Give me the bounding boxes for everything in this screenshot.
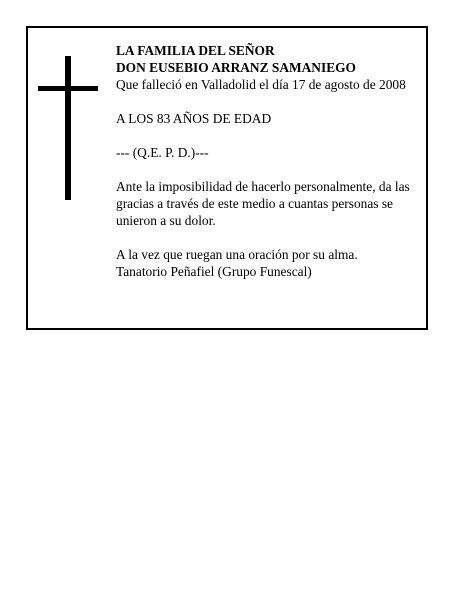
age-line: A LOS 83 AÑOS DE EDAD	[116, 111, 272, 126]
funeral-home-line: Tanatorio Peñafiel (Grupo Funescal)	[116, 264, 312, 279]
death-date-line: Que falleció en Valladolid el día 17 de agosto de 2008	[116, 77, 406, 92]
thanks-paragraph: Ante la imposibilidad de hacerlo personalmente, da las gracias a través de este medio a cuantas personas se unieron a su dolor.	[116, 179, 410, 228]
rip-line: --- (Q.E. P. D.)---	[116, 145, 209, 160]
cross-vertical-bar	[65, 56, 71, 200]
cross-icon	[38, 56, 98, 200]
obituary-notice	[26, 26, 428, 330]
family-title: LA FAMILIA DEL SEÑOR	[116, 43, 275, 58]
prayer-line: A la vez que ruegan una oración por su alma.	[116, 247, 358, 262]
notice-text	[116, 42, 418, 280]
cross-horizontal-bar	[38, 86, 98, 91]
deceased-name: DON EUSEBIO ARRANZ SAMANIEGO	[116, 60, 356, 75]
